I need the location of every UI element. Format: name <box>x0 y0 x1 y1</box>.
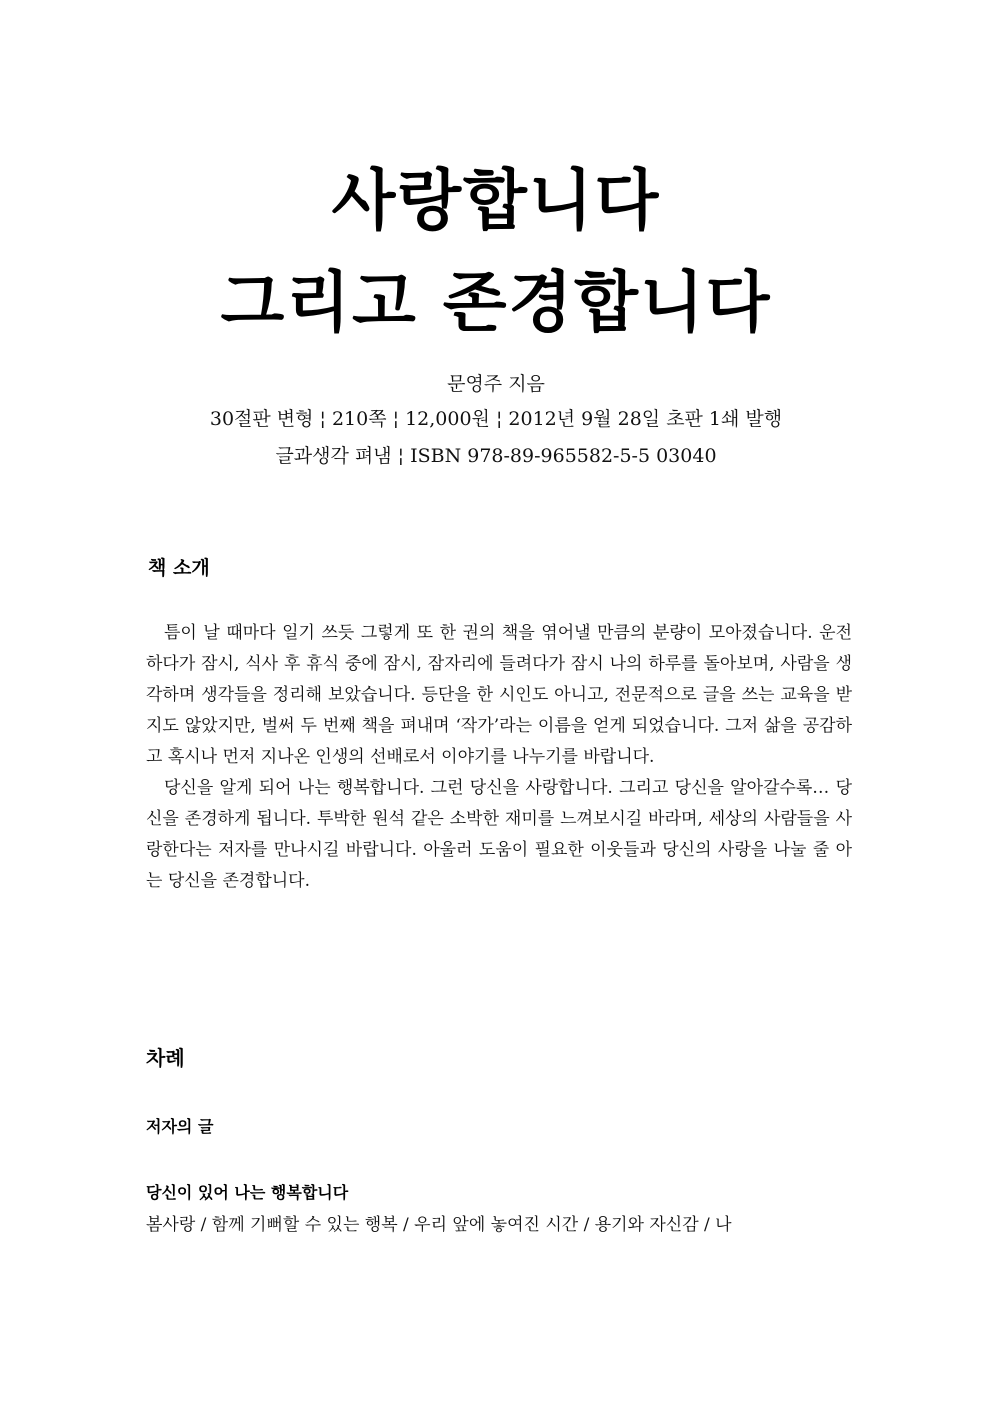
toc-section-authors-note: 저자의 글 <box>146 1117 214 1136</box>
toc-heading: 차례 <box>146 1046 185 1070</box>
author-line: 문영주 지음 <box>447 373 545 395</box>
toc-section-happiness: 당신이 있어 나는 행복합니다 <box>146 1183 349 1202</box>
book-title-line-1: 사랑합니다 <box>331 161 661 239</box>
intro-body <box>146 618 852 897</box>
intro-paragraph-1: 틈이 날 때마다 일기 쓰듯 그렇게 또 한 권의 책을 엮어낼 만큼의 분량이 모아졌습니다. 운전하다가 잠시, 식사 후 휴식 중에 잠시, 잠자리에 들려다가 잠시 나의 하루를 돌아보며, 사람을 생각하며 생각들을 정리해 보았습니다. 등단을 한 시인도 아니고, 전문적으로 글을 쓰는 교육을 받지도 않았지만, 벌써 두 번째 책을 펴내며 ‘작가’라는 이름을 얻게 되었습니다. 그저 삶을 공감하고 혹시나 먼저 지나온 인생의 선배로서 이야기를 나누기를 바랍니다. <box>146 623 852 767</box>
book-title-line-2: 그리고 존경합니다 <box>220 263 772 341</box>
intro-paragraph-2: 당신을 알게 되어 나는 행복합니다. 그런 당신을 사랑합니다. 그리고 당신을 알아갈수록… 당신을 존경하게 됩니다. 투박한 원석 같은 소박한 재미를 느껴보시길 바라며, 세상의 사람들을 사랑한다는 저자를 만나시길 바랍니다. 아울러 도움이 필요한 이웃들과 당신의 사랑을 나눌 줄 아는 당신을 존경합니다. <box>146 778 852 891</box>
toc-section-items: 봄사랑 / 함께 기뻐할 수 있는 행복 / 우리 앞에 놓여진 시간 / 용기와 자신감 / 나 <box>146 1215 732 1235</box>
publication-info-line-2: 글과생각 펴냄 ¦ ISBN 978-89-965582-5-5 03040 <box>275 445 717 467</box>
publication-info-line-1: 30절판 변형 ¦ 210쪽 ¦ 12,000원 ¦ 2012년 9월 28일 초판 1쇄 발행 <box>209 408 783 430</box>
intro-heading: 책 소개 <box>148 557 210 579</box>
